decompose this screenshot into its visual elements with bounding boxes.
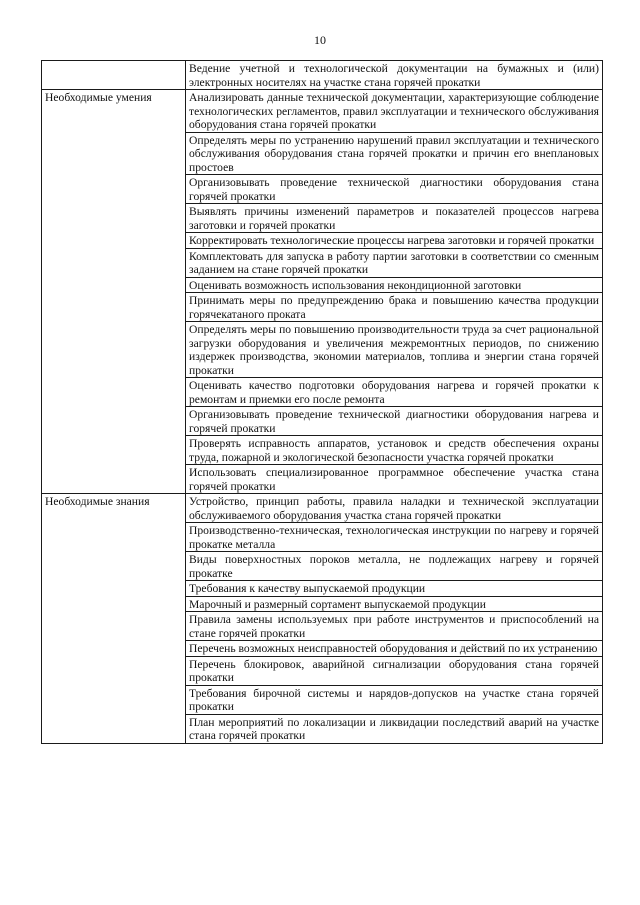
table-cell: Оценивать качество подготовки оборудования нагрева и горячей прокатки к ремонтам и приемки его после ремонта xyxy=(186,378,603,407)
page-number: 10 xyxy=(314,33,326,47)
table-row xyxy=(42,494,603,523)
requirements-table xyxy=(41,60,603,744)
table-cell: Использовать специализированное программное обеспечение участка стана горячей прокатки xyxy=(186,465,603,494)
table-cell: Марочный и размерный сортамент выпускаемой продукции xyxy=(186,596,603,612)
table-cell: Определять меры по устранению нарушений правил эксплуатации и технического обслуживания оборудования стана горячей прокатки и причин его внеплановых простоев xyxy=(186,132,603,175)
table-cell: Оценивать возможность использования некондиционной заготовки xyxy=(186,277,603,293)
table-cell: Организовывать проведение технической диагностики оборудования стана горячей прокатки xyxy=(186,175,603,204)
table-cell: Требования бирочной системы и нарядов-допусков на участке стана горячей прокатки xyxy=(186,685,603,714)
table-cell: Правила замены используемых при работе инструментов и приспособлений на стане горячей прокатки xyxy=(186,612,603,641)
table-cell: Устройство, принцип работы, правила наладки и технической эксплуатации обслуживаемого оборудования участка стана горячей прокатки xyxy=(186,494,603,523)
table-cell: Перечень блокировок, аварийной сигнализации оборудования стана горячей прокатки xyxy=(186,656,603,685)
table-cell: Организовывать проведение технической диагностики оборудования нагрева и горячей прокатки xyxy=(186,407,603,436)
table-cell: План мероприятий по локализации и ликвидации последствий аварий на участке стана горячей прокатки xyxy=(186,714,603,743)
table-cell: Определять меры по повышению производительности труда за счет рациональной загрузки оборудования и увеличения межремонтных периодов, по снижению издержек производства, экономии материалов, топлива и энергии стана горячей прокатки xyxy=(186,322,603,378)
table-cell: Ведение учетной и технологической документации на бумажных и (или) электронных носителях на участке стана горячей прокатки xyxy=(186,61,603,90)
section-label-knowledge: Необходимые знания xyxy=(42,494,186,744)
table-cell: Комплектовать для запуска в работу партии заготовки в соответствии со сменным заданием на стане горячей прокатки xyxy=(186,248,603,277)
table-cell: Перечень возможных неисправностей оборудования и действий по их устранению xyxy=(186,641,603,657)
table-row xyxy=(42,61,603,90)
table-cell: Производственно-техническая, технологическая инструкции по нагреву и горячей прокатке металла xyxy=(186,523,603,552)
section-label-empty xyxy=(42,61,186,90)
table-cell: Принимать меры по предупреждению брака и повышению качества продукции горячекатаного проката xyxy=(186,293,603,322)
table-row xyxy=(42,90,603,133)
table-cell: Виды поверхностных пороков металла, не подлежащих нагреву и горячей прокатке xyxy=(186,552,603,581)
table-cell: Требования к качеству выпускаемой продукции xyxy=(186,581,603,597)
table-cell: Анализировать данные технической документации, характеризующие соблюдение технологических регламентов, правил эксплуатации и технического обслуживания оборудования стана горячей прокатки xyxy=(186,90,603,133)
table-cell: Выявлять причины изменений параметров и показателей процессов нагрева заготовки и горячей прокатки xyxy=(186,204,603,233)
table-cell: Проверять исправность аппаратов, установок и средств обеспечения охраны труда, пожарной и экологической безопасности участка горячей прокатки xyxy=(186,436,603,465)
table-cell: Корректировать технологические процессы нагрева заготовки и горячей прокатки xyxy=(186,233,603,249)
section-label-skills: Необходимые умения xyxy=(42,90,186,494)
